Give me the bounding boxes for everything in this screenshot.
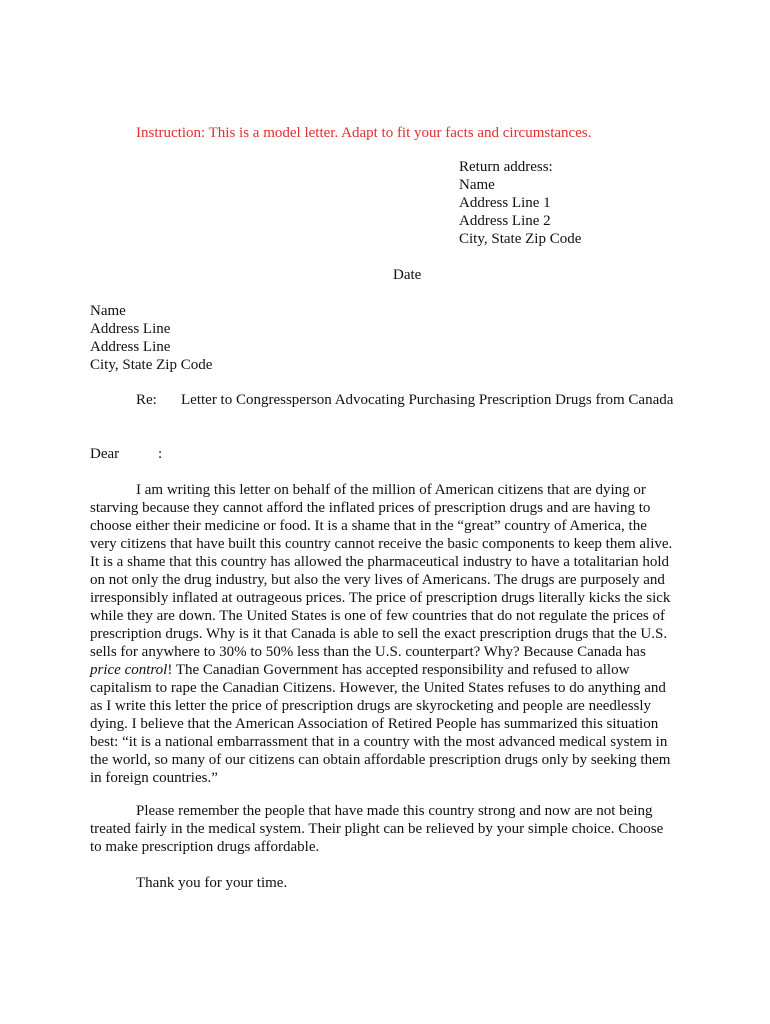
salutation-dear: Dear [90,446,120,462]
recipient-address-block [90,302,212,374]
paragraph-line: capitalism to rape the Canadian Citizens. However, the United States refuses to do anything and [90,680,666,696]
recipient-name: Name [90,303,126,319]
paragraph-line: on not only the drug industry, but also the very lives of Americans. The drugs are purposely and [90,572,665,588]
return-address-line-1: Address Line 1 [459,195,551,211]
paragraph-line: price control! The Canadian Government has accepted responsibility and refused to allow [90,662,630,678]
recipient-address-line-2: Address Line [90,339,171,355]
paragraph-line: while they are down. The United States is one of few countries that do not regulate the prices of [90,608,665,624]
return-address-label: Return address: [459,159,553,175]
return-address-block [459,158,581,248]
date-placeholder: Date [393,267,422,283]
return-address-city: City, State Zip Code [459,231,582,247]
paragraph-line: I am writing this letter on behalf of the million of American citizens that are dying or [136,482,646,498]
return-address-line-2: Address Line 2 [459,213,551,229]
paragraph-line: starving because they cannot afford the inflated prices of prescription drugs and are having to [90,500,651,516]
paragraph-line: It is a shame that this country has allowed the pharmaceutical industry to have a totalitarian hold [90,554,669,570]
paragraph-line: best: “it is a national embarrassment that in a country with the most advanced medical system in [90,734,668,750]
re-label: Re: [136,392,157,408]
paragraph-line: very citizens that have built this country cannot receive the basic components to keep them alive. [90,536,673,552]
recipient-city: City, State Zip Code [90,357,213,373]
price-control-emphasis: price control [90,662,168,678]
instruction-note: Instruction: This is a model letter. Adapt to fit your facts and circumstances. [136,125,592,141]
body-paragraph-1 [90,481,690,787]
paragraph-line: in foreign countries.” [90,770,218,786]
paragraph-line: choose either their medicine or food. It is a shame that in the “great” country of America, the [90,518,647,534]
paragraph-line: the world, so many of our citizens can obtain affordable prescription drugs only by seeking them [90,752,671,768]
paragraph-line: Please remember the people that have made this country strong and now are not being [136,803,653,819]
paragraph-line: as I write this letter the price of prescription drugs are skyrocketing and people are needlessly [90,698,652,714]
re-subject: Letter to Congressperson Advocating Purchasing Prescription Drugs from Canada [181,392,674,408]
paragraph-line: sells for anywhere to 30% to 50% less than the U.S. counterpart? Why? Because Canada has [90,644,646,660]
paragraph-line: irresponsibly inflated at outrageous prices. The price of prescription drugs literally kicks the sick [90,590,671,606]
paragraph-line: prescription drugs. Why is it that Canada is able to sell the exact prescription drugs that the U.S. [90,626,668,642]
paragraph-line: dying. I believe that the American Association of Retired People has summarized this situation [90,716,659,732]
body-paragraph-2 [90,802,690,856]
closing-line: Thank you for your time. [136,875,288,891]
paragraph-line: to make prescription drugs affordable. [90,839,320,855]
paragraph-line: treated fairly in the medical system. Their plight can be relieved by your simple choice. Choose [90,821,664,837]
salutation-colon: : [158,446,163,462]
recipient-address-line-1: Address Line [90,321,171,337]
return-address-name: Name [459,177,495,193]
